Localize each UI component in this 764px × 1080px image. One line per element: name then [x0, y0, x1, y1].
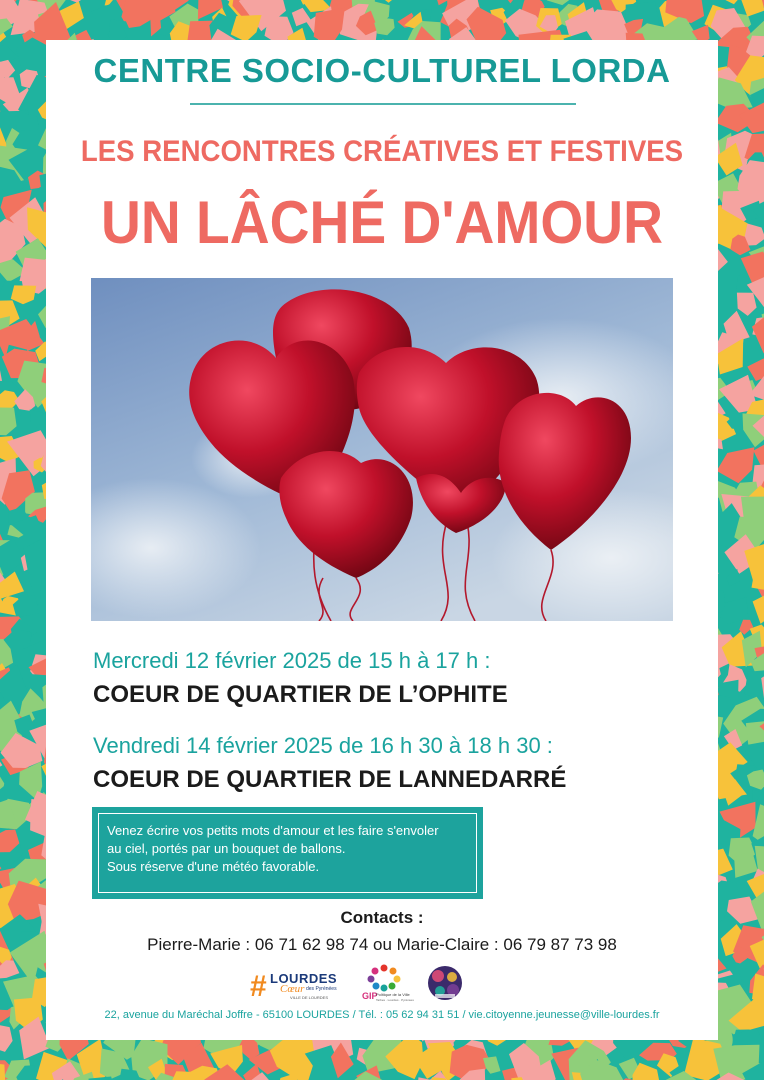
gip-people-icon [360, 962, 408, 992]
lourdes-logo-tagline: Cœur [280, 983, 305, 995]
gip-logo-small: Tarbes · Lourdes · Pyrénées [376, 998, 414, 1002]
event-title: UN LÂCHÉ D'AMOUR [100, 189, 664, 256]
footer-address-contact: 22, avenue du Maréchal Joffre - 65100 LOURDES / Tél. : 05 62 94 31 51 / vie.citoyenne.jeunesse@ville-lourdes.fr [104, 1009, 660, 1021]
info-line: Venez écrire vos petits mots d'amour et les faire s'envoler [107, 823, 439, 838]
event-1-date: Mercredi 12 février 2025 de 15 h à 17 h : [93, 648, 491, 673]
event-2-date: Vendredi 14 février 2025 de 16 h 30 à 18 h 30 : [93, 733, 553, 758]
lourdes-logo-sub: des Pyrénées [306, 986, 337, 992]
lourdes-logo-name: LOURDES [270, 971, 338, 986]
contacts-phone-numbers: Pierre-Marie : 06 71 62 98 74 ou Marie-Claire : 06 79 87 73 98 [147, 935, 617, 954]
event-1-place: COEUR DE QUARTIER DE L’OPHITE [93, 681, 508, 708]
gip-logo-name: GIP [362, 991, 378, 1001]
organization-title: CENTRE SOCIO-CULTUREL LORDA [93, 52, 671, 89]
title-divider [190, 103, 576, 105]
info-box-frame [98, 813, 477, 893]
lourdes-logo [250, 968, 342, 1004]
gip-logo [360, 962, 414, 1006]
event-subtitle: LES RENCONTRES CRÉATIVES ET FESTIVES [80, 135, 684, 168]
lourdes-logo-small: VILLE DE LOURDES [290, 995, 329, 1000]
gip-logo-sub: Politique de la Ville [376, 992, 410, 997]
colorful-circle-logo-icon [426, 964, 464, 1002]
lourdes-logo-hash: # [250, 970, 267, 1003]
info-line: au ciel, portés par un bouquet de ballons. [107, 841, 346, 856]
event-2-place: COEUR DE QUARTIER DE LANNEDARRÉ [93, 766, 567, 793]
red-heart-balloons-photo [91, 278, 673, 621]
contacts-heading: Contacts : [340, 908, 424, 927]
info-line: Sous réserve d'une météo favorable. [107, 859, 320, 874]
info-box [92, 807, 483, 899]
